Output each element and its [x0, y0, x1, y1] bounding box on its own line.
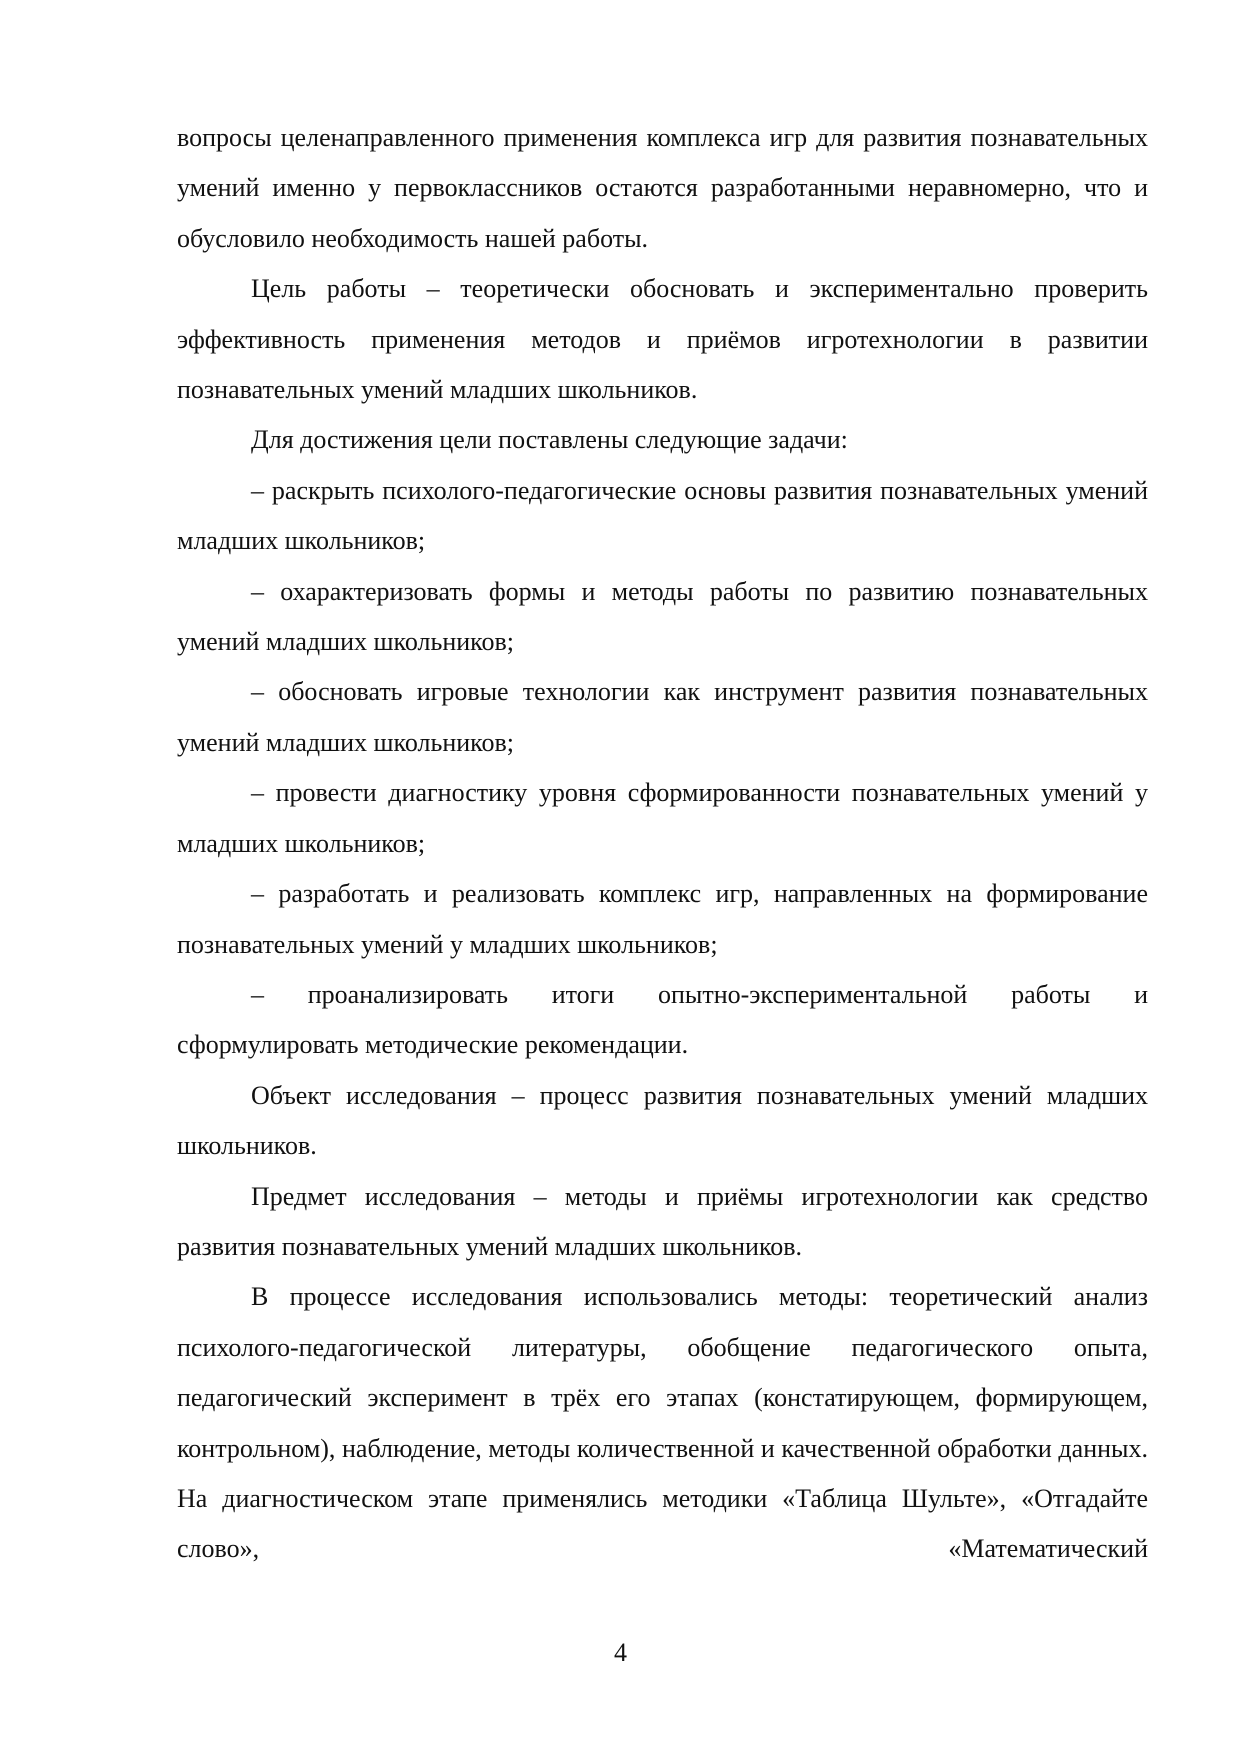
paragraph-goal: Цель работы – теоретически обосновать и экспериментально проверить эффективность применения методов и приёмов игротехнологии в развитии познавательных умений младших школьников. — [177, 274, 1148, 405]
page-number: 4 — [614, 1638, 627, 1667]
list-item-task-5: – разработать и реализовать комплекс игр, направленных на формирование познавательных умений у младших школьников; — [177, 879, 1148, 959]
paragraph-research-object: Объект исследования – процесс развития познавательных умений младших школьников. — [177, 1080, 1148, 1161]
list-item-task-4: – провести диагностику уровня сформированности познавательных умений у младших школьников; — [177, 778, 1148, 858]
body-text — [177, 113, 1148, 1575]
paragraph-tasks-intro: Для достижения цели поставлены следующие задачи: — [251, 425, 848, 455]
list-item-task-6: – проанализировать итоги опытно-экспериментальной работы и сформулировать методические рекомендации. — [177, 979, 1148, 1060]
paragraph-continuation: вопросы целенаправленного применения комплекса игр для развития познавательных умений именно у первоклассников остаются разработанными неравномерно, что и обусловило необходимость нашей работы. — [177, 123, 1148, 253]
paragraph-research-methods: В процессе исследования использовались методы: теоретический анализ психолого-педагогической литературы, обобщение педагогического опыта, педагогический эксперимент в трёх его этапах (констатирующем, формирующем, контрольном), наблюдение, методы количественной и качественной обработки данных. На диагностическом этапе применялись методики «Таблица Шульте», «Отгадайте слово», «Математический — [177, 1282, 1148, 1564]
list-item-task-1: – раскрыть психолого-педагогические основы развития познавательных умений младших школьников; — [177, 475, 1148, 556]
list-item-task-2: – охарактеризовать формы и методы работы по развитию познавательных умений младших школьников; — [177, 576, 1148, 657]
paragraph-research-subject: Предмет исследования – методы и приёмы игротехнологии как средство развития познавательных умений младших школьников. — [177, 1181, 1148, 1261]
list-item-task-3: – обосновать игровые технологии как инструмент развития познавательных умений младших школьников; — [177, 677, 1148, 757]
